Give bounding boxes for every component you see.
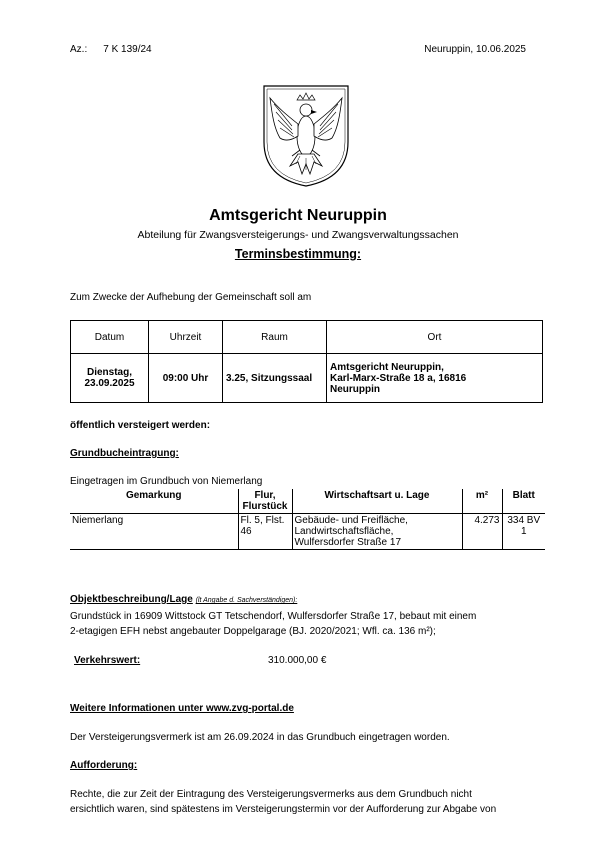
termin-table-row (71, 354, 543, 403)
blatt-line-1: 334 BV (507, 515, 541, 526)
objekt-description (70, 609, 545, 639)
header-flur (238, 489, 292, 514)
flur-line-1: Fl. 5, Flst. (240, 515, 285, 526)
objekt-heading-label: Objektbeschreibung/Lage (70, 594, 193, 605)
header-flur-line-1: Flur, (254, 490, 276, 501)
objekt-line-1: Grundstück in 16909 Wittstock GT Tetschendorf, Wulfersdorfer Straße 17, bebaut mit einem (70, 611, 477, 622)
header-ort: Ort (327, 321, 543, 354)
objekt-heading (70, 594, 297, 605)
cell-gemarkung: Niemerlang (70, 514, 238, 550)
court-name: Amtsgericht Neuruppin (209, 207, 387, 224)
cell-datum (71, 354, 149, 403)
cell-m2: 4.273 (462, 514, 502, 550)
wirtschaftsart-line-2: Landwirtschaftsfläche, (294, 526, 394, 537)
eagle-coat-of-arms-icon (262, 84, 350, 188)
case-number-value: 7 K 139/24 (103, 44, 152, 55)
termin-table (70, 320, 543, 403)
ort-line-3: Neuruppin (330, 383, 380, 395)
objekt-heading-note: (lt Angabe d. Sachverständigen): (195, 597, 298, 604)
grundbuch-eingetragen: Eingetragen im Grundbuch von Niemerlang (70, 476, 263, 487)
datum-weekday: Dienstag, (86, 367, 132, 378)
case-number-label: Az.: (70, 44, 88, 55)
wirtschaftsart-line-3: Wulfersdorfer Straße 17 (294, 537, 402, 548)
header-m2: m² (462, 489, 502, 514)
header-wirtschaftsart: Wirtschaftsart u. Lage (292, 489, 462, 514)
aufforderung-heading: Aufforderung: (70, 760, 138, 771)
grundbuch-table (70, 489, 545, 550)
cell-blatt (502, 514, 545, 550)
cell-wirtschaftsart (292, 514, 462, 550)
intro-text: Zum Zwecke der Aufhebung der Gemeinschaft soll am (70, 292, 312, 303)
grundbuch-heading: Grundbucheintragung: (70, 448, 179, 459)
verkehrswert-value: 310.000,00 € (268, 655, 327, 666)
cell-ort (327, 354, 543, 403)
cell-raum: 3.25, Sitzungssaal (223, 354, 327, 403)
versteigerungsvermerk-text: Der Versteigerungsvermerk ist am 26.09.2024 in das Grundbuch eingetragen worden. (70, 732, 450, 743)
header-gemarkung: Gemarkung (70, 489, 238, 514)
header-raum: Raum (223, 321, 327, 354)
objekt-line-2: 2-etagigen EFH nebst angebauter Doppelgarage (BJ. 2020/2021; Wfl. ca. 136 m²); (70, 626, 436, 637)
header-datum: Datum (71, 321, 149, 354)
termin-table-header (71, 321, 543, 354)
weitere-informationen: Weitere Informationen unter www.zvg-portal.de (70, 703, 294, 714)
grundbuch-table-header (70, 489, 545, 514)
aufforderung-line-1: Rechte, die zur Zeit der Eintragung des Versteigerungsvermerks aus dem Grundbuch nicht (70, 789, 472, 800)
verkehrswert-label: Verkehrswert: (74, 655, 141, 666)
ort-line-1: Amtsgericht Neuruppin, (330, 361, 444, 373)
aufforderung-text (70, 787, 545, 817)
header-blatt: Blatt (502, 489, 545, 514)
header-flur-line-2: Flurstück (242, 501, 288, 512)
header-uhrzeit: Uhrzeit (149, 321, 223, 354)
court-department: Abteilung für Zwangsversteigerungs- und Zwangsverwaltungssachen (137, 229, 459, 241)
document-heading: Terminsbestimmung: (234, 247, 362, 261)
cell-flur (238, 514, 292, 550)
flur-line-2: 46 (240, 526, 252, 537)
aufforderung-line-2: ersichtlich waren, sind spätestens im Versteigerungstermin vor der Aufforderung zur Abgabe von (70, 804, 497, 815)
ort-line-2: Karl-Marx-Straße 18 a, 16816 (330, 372, 467, 384)
datum-date: 23.09.2025 (84, 378, 135, 389)
case-number (70, 44, 152, 55)
blatt-line-2: 1 (520, 526, 527, 537)
cell-uhrzeit: 09:00 Uhr (149, 354, 223, 403)
wirtschaftsart-line-1: Gebäude- und Freifläche, (294, 515, 408, 526)
place-date: Neuruppin, 10.06.2025 (424, 44, 526, 55)
grundbuch-table-row (70, 514, 545, 550)
versteigert-text: öffentlich versteigert werden: (70, 420, 211, 431)
